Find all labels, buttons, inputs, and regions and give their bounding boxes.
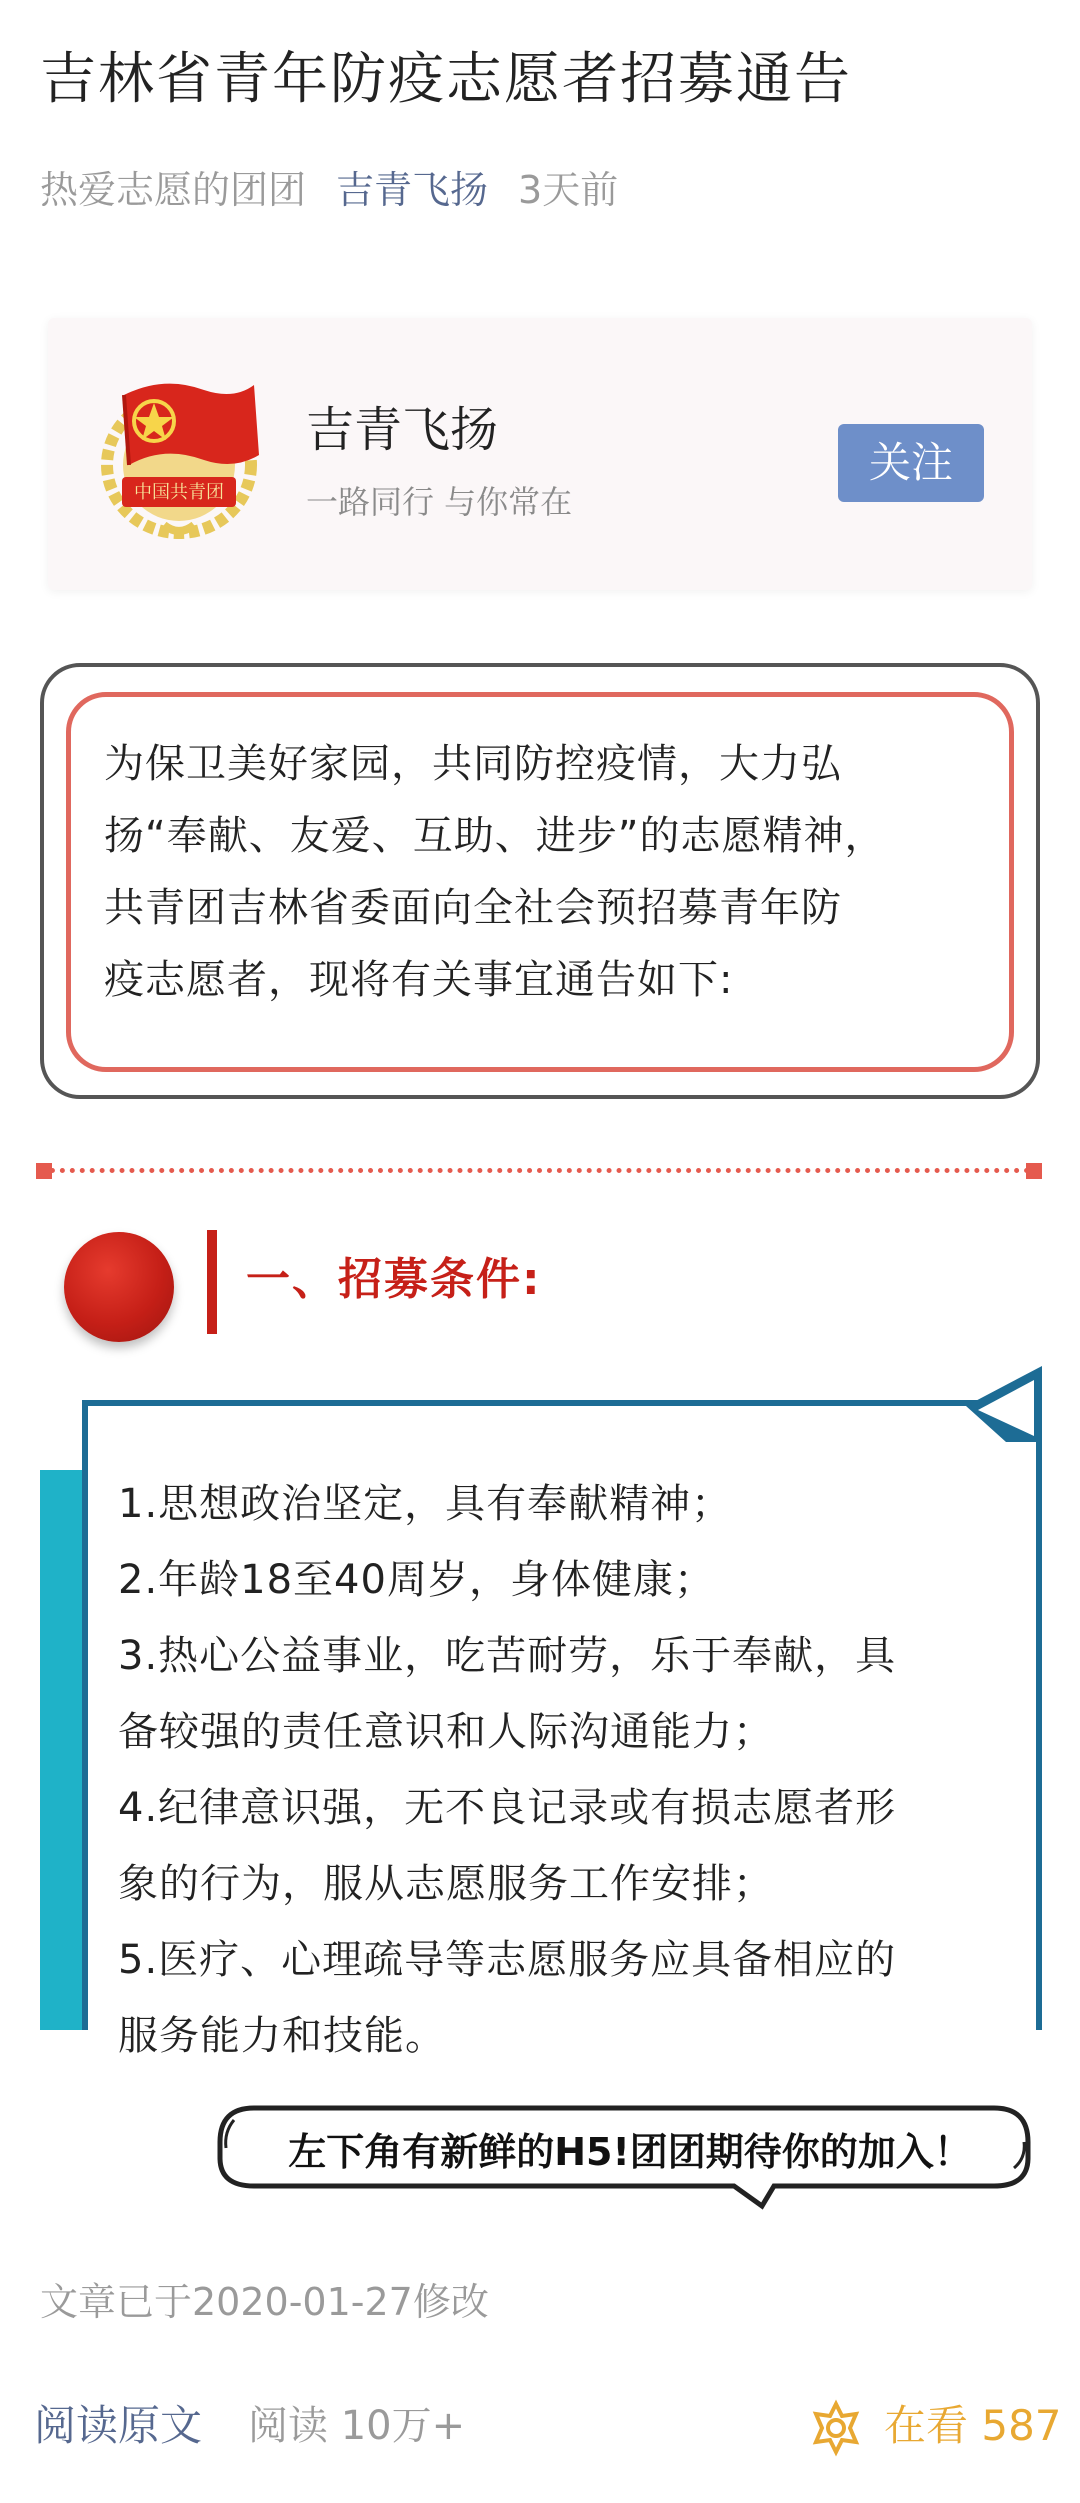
modified-notice: 文章已于2020-01-27修改 <box>40 2280 489 2324</box>
communist-youth-league-emblem-icon[interactable] <box>94 365 264 540</box>
account-name[interactable]: 吉青飞扬 <box>306 402 499 458</box>
watching-button[interactable]: 在看 587 <box>884 2401 1062 2450</box>
intro-line: 扬“奉献、友爱、互助、进步”的志愿精神， <box>104 813 886 859</box>
section-accent-bar <box>207 1230 217 1334</box>
condition-line: 服务能力和技能。 <box>118 2013 446 2059</box>
condition-line: 1.思想政治坚定，具有奉献精神； <box>118 1481 733 1527</box>
intro-line: 共青团吉林省委面向全社会预招募青年防 <box>104 885 842 931</box>
follow-button[interactable]: 关注 <box>838 424 984 502</box>
bubble-text: 左下角有新鲜的H5!团团期待你的加入！ <box>288 2130 972 2174</box>
condition-line: 2.年龄18至40周岁，身体健康； <box>118 1557 715 1603</box>
condition-line: 3.热心公益事业，吃苦耐劳，乐于奉献，具 <box>118 1633 897 1679</box>
dotted-divider <box>40 1168 1040 1173</box>
condition-line: 4.纪律意识强，无不良记录或有损志愿者形 <box>118 1785 897 1831</box>
section-title: 一、招募条件: <box>246 1254 542 1305</box>
article-meta <box>40 160 618 220</box>
article-title: 吉林省青年防疫志愿者招募通告 <box>40 47 852 112</box>
emblem-text: 中国共青团 <box>134 482 224 503</box>
divider-end-right <box>1026 1163 1042 1179</box>
condition-line: 象的行为，服从志愿服务工作安排； <box>118 1861 774 1907</box>
publish-time: 3天前 <box>518 168 619 212</box>
account-slogan: 一路同行 与你常在 <box>306 483 573 521</box>
intro-line: 为保卫美好家园，共同防控疫情，大力弘 <box>104 741 842 787</box>
read-original-link[interactable]: 阅读原文 <box>34 2401 203 2450</box>
box-corner-tail <box>966 1366 1042 1442</box>
divider-end-left <box>36 1163 52 1179</box>
intro-paragraph <box>104 728 984 1016</box>
cyan-accent-strip <box>40 1470 88 2030</box>
source-name: 热爱志愿的团团 <box>40 168 307 212</box>
red-ball-decoration <box>64 1232 174 1342</box>
conditions-list <box>118 1466 1008 2059</box>
wow-flower-icon[interactable] <box>808 2400 864 2456</box>
condition-line: 备较强的责任意识和人际沟通能力； <box>118 1709 774 1755</box>
intro-line: 疫志愿者，现将有关事宜通告如下: <box>104 957 734 1003</box>
condition-line: 5.医疗、心理疏导等志愿服务应具备相应的 <box>118 1937 897 1983</box>
author-link[interactable]: 吉青飞扬 <box>336 168 489 212</box>
read-count: 阅读 10万+ <box>248 2403 466 2449</box>
